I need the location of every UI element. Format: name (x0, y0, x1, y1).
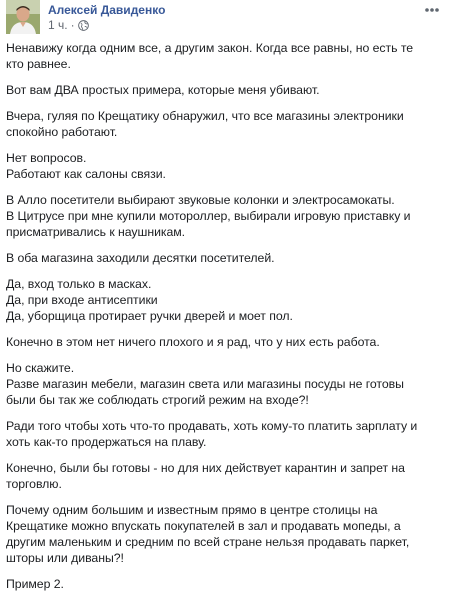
post-paragraph (6, 82, 443, 98)
paragraph-line: Да, вход только в масках. (6, 277, 152, 291)
paragraph-line: Да, при входе антисептики (6, 293, 158, 307)
post-header (6, 0, 443, 34)
paragraph-line: Ненавижу когда одним все, а другим закон. Когда все равны, но есть те (6, 41, 414, 55)
paragraph-line: Конечно в этом нет ничего плохого и я рад, что у них есть работа. (6, 335, 380, 349)
post-paragraph (6, 460, 443, 492)
post-paragraph (6, 276, 443, 324)
paragraph-line: Да, уборщица протирает ручки дверей и моет пол. (6, 309, 293, 323)
paragraph-line: присматривались к наушникам. (6, 225, 186, 239)
post-paragraph (6, 334, 443, 350)
paragraph-line: Но скажите. (6, 361, 75, 375)
post-paragraph (6, 192, 443, 240)
paragraph-line: шторы или диваны?! (6, 551, 124, 565)
paragraph-line: Вот вам ДВА простых примера, которые меня убивают. (6, 83, 320, 97)
post-paragraph (6, 418, 443, 450)
post-paragraph (6, 576, 443, 592)
post-paragraph (6, 108, 443, 140)
paragraph-line: торговлю. (6, 477, 62, 491)
paragraph-line: спокойно работают. (6, 125, 118, 139)
more-options-icon[interactable] (423, 3, 441, 15)
author-avatar[interactable] (6, 0, 40, 34)
paragraph-line: кто равнее. (6, 57, 71, 71)
paragraph-line: Разве магазин мебели, магазин света или магазины посуды не готовы (6, 377, 404, 391)
post-paragraph (6, 150, 443, 182)
avatar-image (6, 0, 40, 34)
paragraph-line: Нет вопросов. (6, 151, 87, 165)
paragraph-line: Конечно, были бы готовы - но для них действует карантин и запрет на (6, 461, 405, 475)
paragraph-line: Работают как салоны связи. (6, 167, 166, 181)
post-paragraph (6, 40, 443, 72)
post-paragraph (6, 360, 443, 408)
meta-separator: · (70, 18, 75, 32)
paragraph-line: Вчера, гуляя по Крещатику обнаружил, что все магазины электроники (6, 109, 404, 123)
paragraph-line: Крещатике можно впускать покупателей в зал и продавать мопеды, а (6, 519, 401, 533)
post-meta (48, 18, 89, 32)
paragraph-line: хоть как-то продержаться на плаву. (6, 435, 207, 449)
paragraph-line: Ради того чтобы хоть что-то продавать, хоть кому-то платить зарплату и (6, 419, 418, 433)
paragraph-line: другим маленьким и средним по всей стране нельзя продавать паркет, (6, 535, 410, 549)
post-body (6, 40, 443, 602)
paragraph-line: В Алло посетители выбирают звуковые колонки и электросамокаты. (6, 193, 395, 207)
paragraph-line: Пример 2. (6, 577, 64, 591)
paragraph-line: Почему одним большим и известным прямо в центре столицы на (6, 503, 378, 517)
globe-icon (78, 20, 89, 31)
post-timestamp[interactable]: 1 ч. (48, 18, 68, 32)
paragraph-line: В оба магазина заходили десятки посетителей. (6, 251, 275, 265)
paragraph-line: В Цитрусе при мне купили мотороллер, выбирали игровую приставку и (6, 209, 411, 223)
paragraph-line: были бы так же соблюдать строгий режим на входе?! (6, 393, 309, 407)
author-name[interactable]: Алексей Давиденко (48, 3, 166, 17)
post-paragraph (6, 502, 443, 566)
post-paragraph (6, 250, 443, 266)
